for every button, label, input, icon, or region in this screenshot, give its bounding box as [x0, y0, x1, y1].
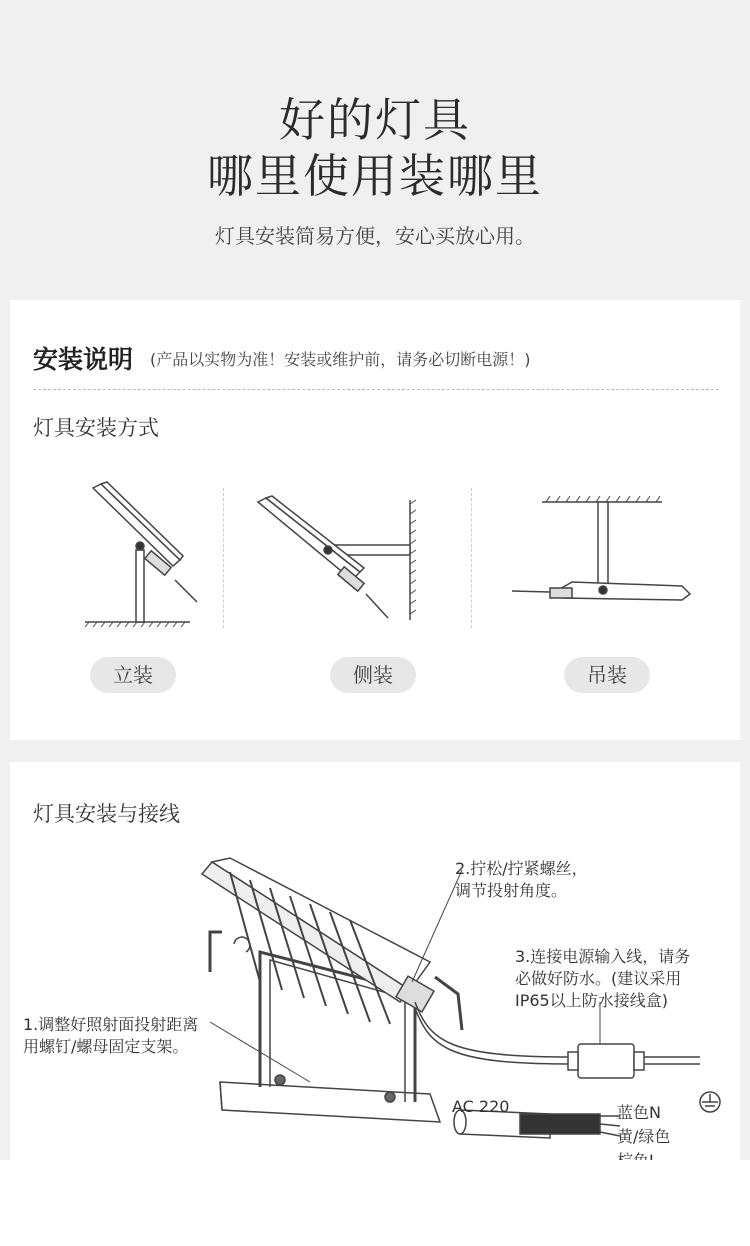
step3-line1: 3.连接电源输入线，请务: [515, 947, 691, 966]
install-heading: 安装说明: [33, 345, 134, 374]
step1-text: [23, 1014, 198, 1058]
step1-line2: 用螺钉/螺母固定支架。: [23, 1037, 189, 1056]
install-instructions-card: [10, 300, 740, 740]
step2-line2: 调节投射角度。: [455, 881, 568, 900]
hero-title-line2: 哪里使用装哪里: [207, 149, 543, 203]
install-note: (产品以实物为准！安装或维护前，请务必切断电源！): [150, 350, 531, 369]
separator-2: [471, 488, 472, 628]
page-bottom-blank: [0, 1160, 750, 1246]
wall-mount-diagram: [250, 490, 420, 630]
ceiling-mount-diagram: [502, 490, 697, 610]
hero-section: [0, 0, 750, 300]
wire-blue-label: 蓝色N: [617, 1103, 661, 1122]
wiring-card: [10, 762, 740, 1160]
wire-yellow-green-label: 黄/绿色: [617, 1127, 671, 1146]
wiring-subheading: 灯具安装与接线: [33, 802, 180, 826]
install-subheading: 灯具安装方式: [33, 416, 159, 440]
floor-mount-diagram: [75, 480, 205, 630]
step2-line1: 2.拧松/拧紧螺丝，: [455, 859, 588, 878]
step3-line2: 必做好防水。(建议采用: [515, 969, 682, 988]
step3-line3: IP65以上防水接线盒): [515, 991, 668, 1010]
mode-floor-label: 立装: [90, 657, 176, 693]
mode-ceiling-label: 吊装: [564, 657, 650, 693]
step2-text: [455, 858, 588, 902]
step1-line1: 1.调整好照射面投射距离: [23, 1015, 199, 1034]
hero-title-line1: 好的灯具: [279, 93, 471, 147]
divider: [33, 389, 719, 390]
step3-text: [515, 946, 690, 1012]
ac-label: AC 220: [452, 1097, 510, 1116]
hero-subtitle: 灯具安装简易方便，安心买放心用。: [215, 224, 535, 248]
separator-1: [223, 488, 224, 628]
mode-wall-label: 侧装: [330, 657, 416, 693]
